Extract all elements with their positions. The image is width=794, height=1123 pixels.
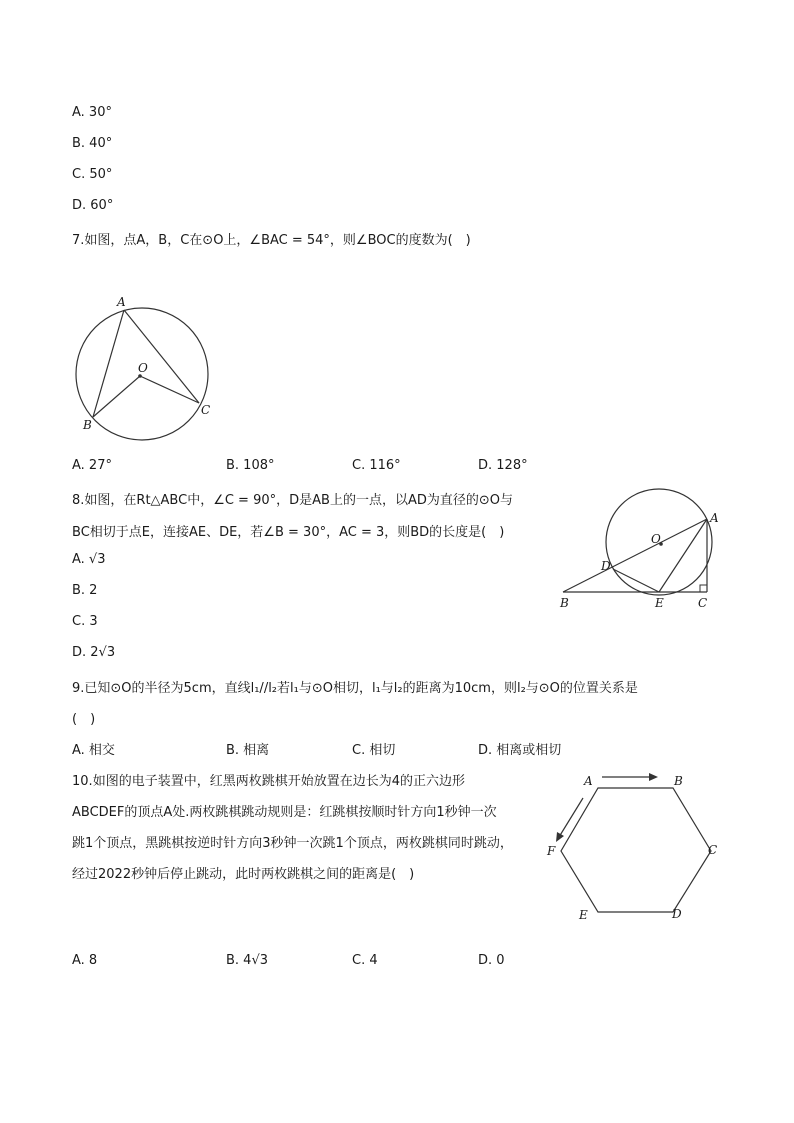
q8-label-b: B (560, 596, 569, 610)
q9-number: 9. (72, 681, 85, 696)
q8-segment-ab (563, 519, 707, 592)
q8-segment-ae (659, 519, 707, 592)
q10-hexagon (561, 788, 711, 912)
q8-text-line2: BC相切于点E，连接AE、DE，若∠B = 30°，AC = 3，则BD的长度是( ) (72, 525, 505, 540)
q10-label-c: C (708, 843, 718, 857)
q7-circle-figure (66, 290, 226, 450)
q9-options (0, 739, 794, 759)
q10-counterclockwise-arrowhead (556, 832, 564, 842)
q6-option-d: D. 60° (72, 198, 114, 213)
q10-question-line1 (72, 770, 465, 789)
q10-text-line2: ABCDEF的顶点A处.两枚跳棋跳动规则是：红跳棋按顺时针方向1秒钟一次 (72, 805, 497, 820)
q6-option-c: C. 50° (72, 167, 113, 182)
q9-text-line2: ( ) (72, 712, 96, 727)
q7-text: 如图，点A，B，C在⊙O上，∠BAC = 54°，则∠BOC的度数为( ) (84, 233, 471, 248)
q10-text-line3: 跳1个顶点，黑跳棋按逆时针方向3秒钟一次跳1个顶点，两枚跳棋同时跳动， (72, 836, 513, 851)
q10-option-c: C. 4 (352, 953, 378, 968)
q7-label-c: C (201, 403, 211, 417)
q10-counterclockwise-arrow (559, 798, 583, 837)
q7-number: 7. (72, 233, 85, 248)
q10-options (0, 953, 794, 973)
q10-option-a: A. 8 (72, 953, 98, 968)
q8-right-angle-mark (700, 585, 707, 592)
q8-question-line1 (72, 489, 513, 508)
q10-label-e: E (579, 908, 588, 922)
q10-hexagon-figure (540, 765, 730, 930)
q9-option-b: B. 相离 (226, 743, 270, 758)
q8-option-a: A. √3 (72, 552, 106, 567)
q8-label-a: A (710, 511, 719, 525)
q6-option-a: A. 30° (72, 105, 112, 120)
q10-label-f: F (547, 844, 556, 858)
q7-segment-ob (93, 376, 140, 417)
q10-text-line1: 如图的电子装置中，红黑两枚跳棋开始放置在边长为4的正六边形 (92, 774, 465, 789)
q8-label-e: E (655, 596, 664, 610)
q10-option-d: D. 0 (478, 953, 505, 968)
q7-segment-oc (140, 376, 199, 403)
q8-label-d: D (601, 559, 611, 573)
q9-text-line1: 已知⊙O的半径为5cm，直线l₁//l₂若l₁与⊙O相切，l₁与l₂的距离为10cm，则l₂与⊙O的位置关系是 (84, 681, 638, 696)
q10-number: 10. (72, 774, 93, 789)
q8-text-line1: 如图，在Rt△ABC中，∠C = 90°，D是AB上的一点，以AD为直径的⊙O与 (84, 493, 513, 508)
q7-option-c: C. 116° (352, 458, 401, 473)
q8-option-c: C. 3 (72, 614, 98, 629)
q6-option-b: B. 40° (72, 136, 113, 151)
q8-triangle-figure (555, 485, 725, 615)
q7-label-o: O (138, 361, 148, 375)
q10-label-d: D (672, 907, 682, 921)
q7-label-b: B (83, 418, 92, 432)
q9-question-line1 (72, 677, 638, 696)
q10-option-b: B. 4√3 (226, 953, 269, 968)
q8-option-d: D. 2√3 (72, 645, 116, 660)
q7-segment-ac (124, 310, 199, 403)
q8-number: 8. (72, 493, 85, 508)
q9-option-d: D. 相离或相切 (478, 743, 562, 758)
q7-option-d: D. 128° (478, 458, 528, 473)
q7-option-a: A. 27° (72, 458, 112, 473)
q9-option-c: C. 相切 (352, 743, 396, 758)
q8-label-c: C (698, 596, 708, 610)
q10-label-b: B (674, 774, 683, 788)
q9-option-a: A. 相交 (72, 743, 115, 758)
q10-label-a: A (584, 774, 593, 788)
q7-label-a: A (117, 295, 126, 309)
q10-text-line4: 经过2022秒钟后停止跳动，此时两枚跳棋之间的距离是( ) (72, 867, 415, 882)
q10-clockwise-arrowhead (649, 773, 658, 781)
q8-label-o: O (651, 532, 661, 546)
q7-question (72, 229, 471, 248)
q7-segment-ab (93, 310, 124, 417)
q7-options (0, 458, 794, 478)
q8-option-b: B. 2 (72, 583, 98, 598)
q8-segment-de (613, 569, 659, 592)
q7-option-b: B. 108° (226, 458, 275, 473)
